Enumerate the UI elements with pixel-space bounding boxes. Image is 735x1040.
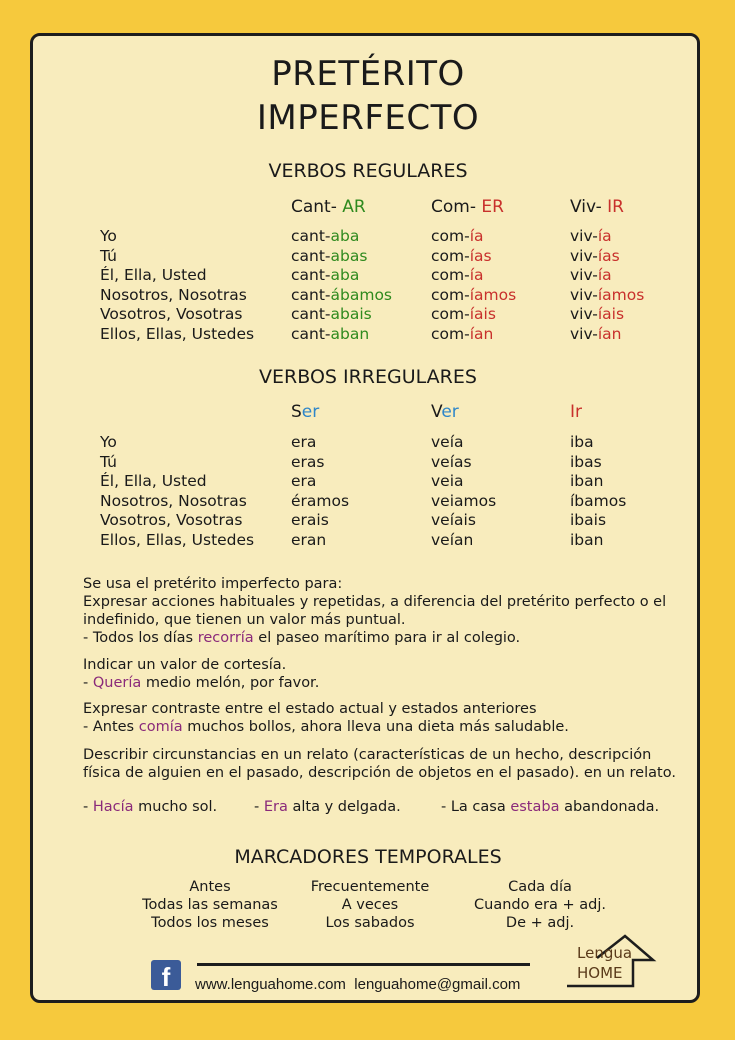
irregular-pronoun: Ellos, Ellas, Ustedes <box>100 530 255 549</box>
stem: viv- <box>570 324 598 343</box>
regular-er-form <box>431 305 496 325</box>
temporal-marker: De + adj. <box>505 915 575 931</box>
irregular-heading: VERBOS IRREGULARES <box>259 366 477 388</box>
use4-ex3-verb: estaba <box>510 799 560 815</box>
logo-text-2: HOME <box>577 964 623 982</box>
col-ir-stem: Viv- <box>570 197 602 217</box>
irregular-pronoun: Vosotros, Vosotras <box>100 511 243 529</box>
pronoun: Nosotros, Nosotras <box>100 285 247 304</box>
regular-pronoun <box>100 286 247 306</box>
use3-ex-verb: comía <box>138 719 183 735</box>
use2-ex-b: medio melón, por favor. <box>141 675 320 691</box>
regular-ar-form <box>291 247 367 267</box>
stem: viv- <box>570 246 598 265</box>
temporal-marker: Cada día <box>508 879 572 895</box>
stem: com- <box>431 324 470 343</box>
irregular-ser-form: eras <box>291 452 325 471</box>
stem: cant- <box>291 227 331 245</box>
use3-ex-b: muchos bollos, ahora lleva una dieta más saludable. <box>182 719 569 735</box>
irregular-ir-form: iban <box>570 472 604 490</box>
use4-ex3-b: abandonada. <box>559 799 660 815</box>
use2-ex-verb: Quería <box>92 675 142 691</box>
poster-card <box>30 33 700 1003</box>
ending: íais <box>469 305 496 323</box>
col-ser-b: er <box>301 402 320 422</box>
temporal-marker: Los sabados <box>325 915 415 931</box>
use1-ex-b: el paseo marítimo para ir al colegio. <box>253 630 521 646</box>
irregular-ver-form: veiamos <box>431 491 497 510</box>
irregular-ver-form: veías <box>431 452 472 471</box>
regular-pronoun <box>100 266 207 286</box>
use2-text: Indicar un valor de cortesía. <box>83 657 287 673</box>
irregular-ir-form: ibais <box>570 511 607 529</box>
stem: viv- <box>570 227 598 245</box>
col-er-header <box>431 198 504 218</box>
col-ver-header <box>431 403 459 423</box>
stem: cant- <box>291 266 331 284</box>
stem: com- <box>431 246 470 265</box>
irregular-ver-form: veía <box>431 433 464 451</box>
col-ar-end: AR <box>342 197 366 217</box>
irregular-ver-form: veían <box>431 530 474 549</box>
stem: com- <box>431 285 470 304</box>
irregular-ir-form: íbamos <box>570 491 627 510</box>
regular-ar-form <box>291 266 359 286</box>
use3-ex-a: - Antes <box>83 719 139 735</box>
ending: íamos <box>597 285 645 304</box>
regular-er-form <box>431 266 484 286</box>
regular-ir-form <box>570 266 612 286</box>
regular-ar-form <box>291 305 372 325</box>
regular-ar-form <box>291 227 359 247</box>
irregular-ser-form: eran <box>291 530 327 549</box>
use4-example2 <box>254 798 401 816</box>
stem: cant- <box>291 324 331 343</box>
irregular-ir-form: ibas <box>570 452 602 471</box>
footer-contact <box>195 976 520 993</box>
regular-ir-form <box>570 325 621 345</box>
ending: aba <box>330 266 360 284</box>
title-line2: IMPERFECTO <box>256 98 480 138</box>
stem: com- <box>431 227 470 245</box>
col-ir-header <box>570 198 624 218</box>
uses-intro: Se usa el pretérito imperfecto para: <box>83 576 343 592</box>
col-ir-end: IR <box>607 197 624 217</box>
regular-ar-form <box>291 325 369 345</box>
irregular-ser-form: era <box>291 433 317 451</box>
col-ir2-header <box>570 403 582 423</box>
pronoun: Él, Ella, Usted <box>100 266 207 284</box>
regular-ir-form <box>570 247 620 267</box>
temporal-marker: Antes <box>189 879 231 895</box>
col-ser-a: S <box>291 402 302 422</box>
regular-heading: VERBOS REGULARES <box>268 160 468 182</box>
stem: com- <box>431 266 470 284</box>
stem: cant- <box>291 246 331 265</box>
irregular-ser-form: erais <box>291 511 329 529</box>
regular-pronoun <box>100 247 117 267</box>
use4-ex1-a: - <box>83 799 93 815</box>
stem: viv- <box>570 285 598 304</box>
col-er-end: ER <box>481 197 504 217</box>
ending: ían <box>469 324 494 343</box>
irregular-ir-form: iba <box>570 433 594 451</box>
regular-ir-form <box>570 305 624 325</box>
ending: aba <box>330 227 360 245</box>
irregular-pronoun: Él, Ella, Usted <box>100 472 207 490</box>
regular-er-form <box>431 286 516 306</box>
regular-er-form <box>431 247 492 267</box>
temporal-marker: A veces <box>341 897 399 913</box>
footer-divider <box>197 963 530 966</box>
col-ser-header <box>291 403 319 423</box>
col-ir2-b: Ir <box>570 402 583 422</box>
pronoun: Ellos, Ellas, Ustedes <box>100 324 255 343</box>
col-ar-header <box>291 198 366 218</box>
markers-heading: MARCADORES TEMPORALES <box>234 846 502 868</box>
ending: abais <box>330 305 372 323</box>
temporal-marker: Todos los meses <box>151 915 269 931</box>
stem: cant- <box>291 305 331 323</box>
facebook-icon[interactable]: f <box>151 960 181 990</box>
irregular-ser-form: era <box>291 472 317 490</box>
use4-ex1-verb: Hacía <box>92 799 134 815</box>
use3-text: Expresar contraste entre el estado actual y estados anteriores <box>83 701 537 717</box>
col-ver-b: er <box>441 402 459 422</box>
pronoun: Yo <box>100 227 117 245</box>
ending: íamos <box>469 285 517 304</box>
title-line1: PRETÉRITO <box>271 54 465 94</box>
pronoun: Tú <box>100 246 117 265</box>
use2-example <box>83 674 319 692</box>
ending: ía <box>469 266 484 284</box>
ending: ía <box>597 266 612 284</box>
pronoun: Vosotros, Vosotras <box>100 305 243 323</box>
regular-pronoun <box>100 325 254 345</box>
irregular-ver-form: veia <box>431 472 464 490</box>
ending: ían <box>597 324 622 343</box>
use4-text: Describir circunstancias en un relato (características de un hecho, descripción física de alguien en el pasado, descripción de objetos en el pasado). en un relato. <box>83 747 676 781</box>
ending: íais <box>597 305 625 323</box>
col-er-stem: Com- <box>431 197 476 217</box>
use4-example1 <box>83 798 217 816</box>
use4-ex1-b: mucho sol. <box>133 799 218 815</box>
use4-ex2-verb: Era <box>263 799 288 815</box>
regular-ir-form <box>570 227 612 247</box>
use1-ex-verb: recorría <box>197 630 254 646</box>
ending: ías <box>597 246 620 265</box>
stem: cant- <box>291 285 331 304</box>
irregular-pronoun: Nosotros, Nosotras <box>100 491 247 510</box>
regular-ar-form <box>291 286 392 306</box>
col-ver-a: V <box>431 402 442 422</box>
ending: abas <box>330 246 368 265</box>
use1-example <box>83 629 520 647</box>
ending: ías <box>469 246 492 265</box>
regular-er-form <box>431 227 484 247</box>
use1-text: Expresar acciones habituales y repetidas, a diferencia del pretérito perfecto o el indefinido, que tienen un valor más puntual. <box>83 594 667 628</box>
use4-ex2-a: - <box>254 799 264 815</box>
lenguahome-logo <box>563 928 673 994</box>
stem: viv- <box>570 305 598 323</box>
regular-ir-form <box>570 286 644 306</box>
regular-pronoun <box>100 227 117 247</box>
email-link[interactable]: lenguahome@gmail.com <box>354 976 521 993</box>
ending: ábamos <box>330 285 393 304</box>
temporal-marker: Cuando era + adj. <box>474 897 606 913</box>
use4-ex3-a: - La casa <box>441 799 511 815</box>
irregular-ir-form: iban <box>570 530 604 549</box>
irregular-ver-form: veíais <box>431 511 476 529</box>
use1-ex-a: - Todos los días <box>83 630 198 646</box>
regular-pronoun <box>100 305 242 325</box>
ending: ía <box>469 227 484 245</box>
temporal-marker: Todas las semanas <box>142 897 278 913</box>
use2-ex-a: - <box>83 675 93 691</box>
logo-text-1: Lengua <box>577 944 633 962</box>
ending: ía <box>597 227 612 245</box>
use3-example <box>83 718 569 736</box>
irregular-pronoun: Yo <box>100 433 117 451</box>
col-ar-stem: Cant- <box>291 197 337 217</box>
stem: viv- <box>570 266 598 284</box>
irregular-ser-form: éramos <box>291 491 350 510</box>
regular-er-form <box>431 325 493 345</box>
temporal-marker: Frecuentemente <box>310 879 430 895</box>
use4-example3 <box>441 798 659 816</box>
use4-ex2-b: alta y delgada. <box>287 799 401 815</box>
website-link[interactable]: www.lenguahome.com <box>195 976 346 993</box>
irregular-pronoun: Tú <box>100 452 117 471</box>
stem: com- <box>431 305 470 323</box>
ending: aban <box>330 324 370 343</box>
